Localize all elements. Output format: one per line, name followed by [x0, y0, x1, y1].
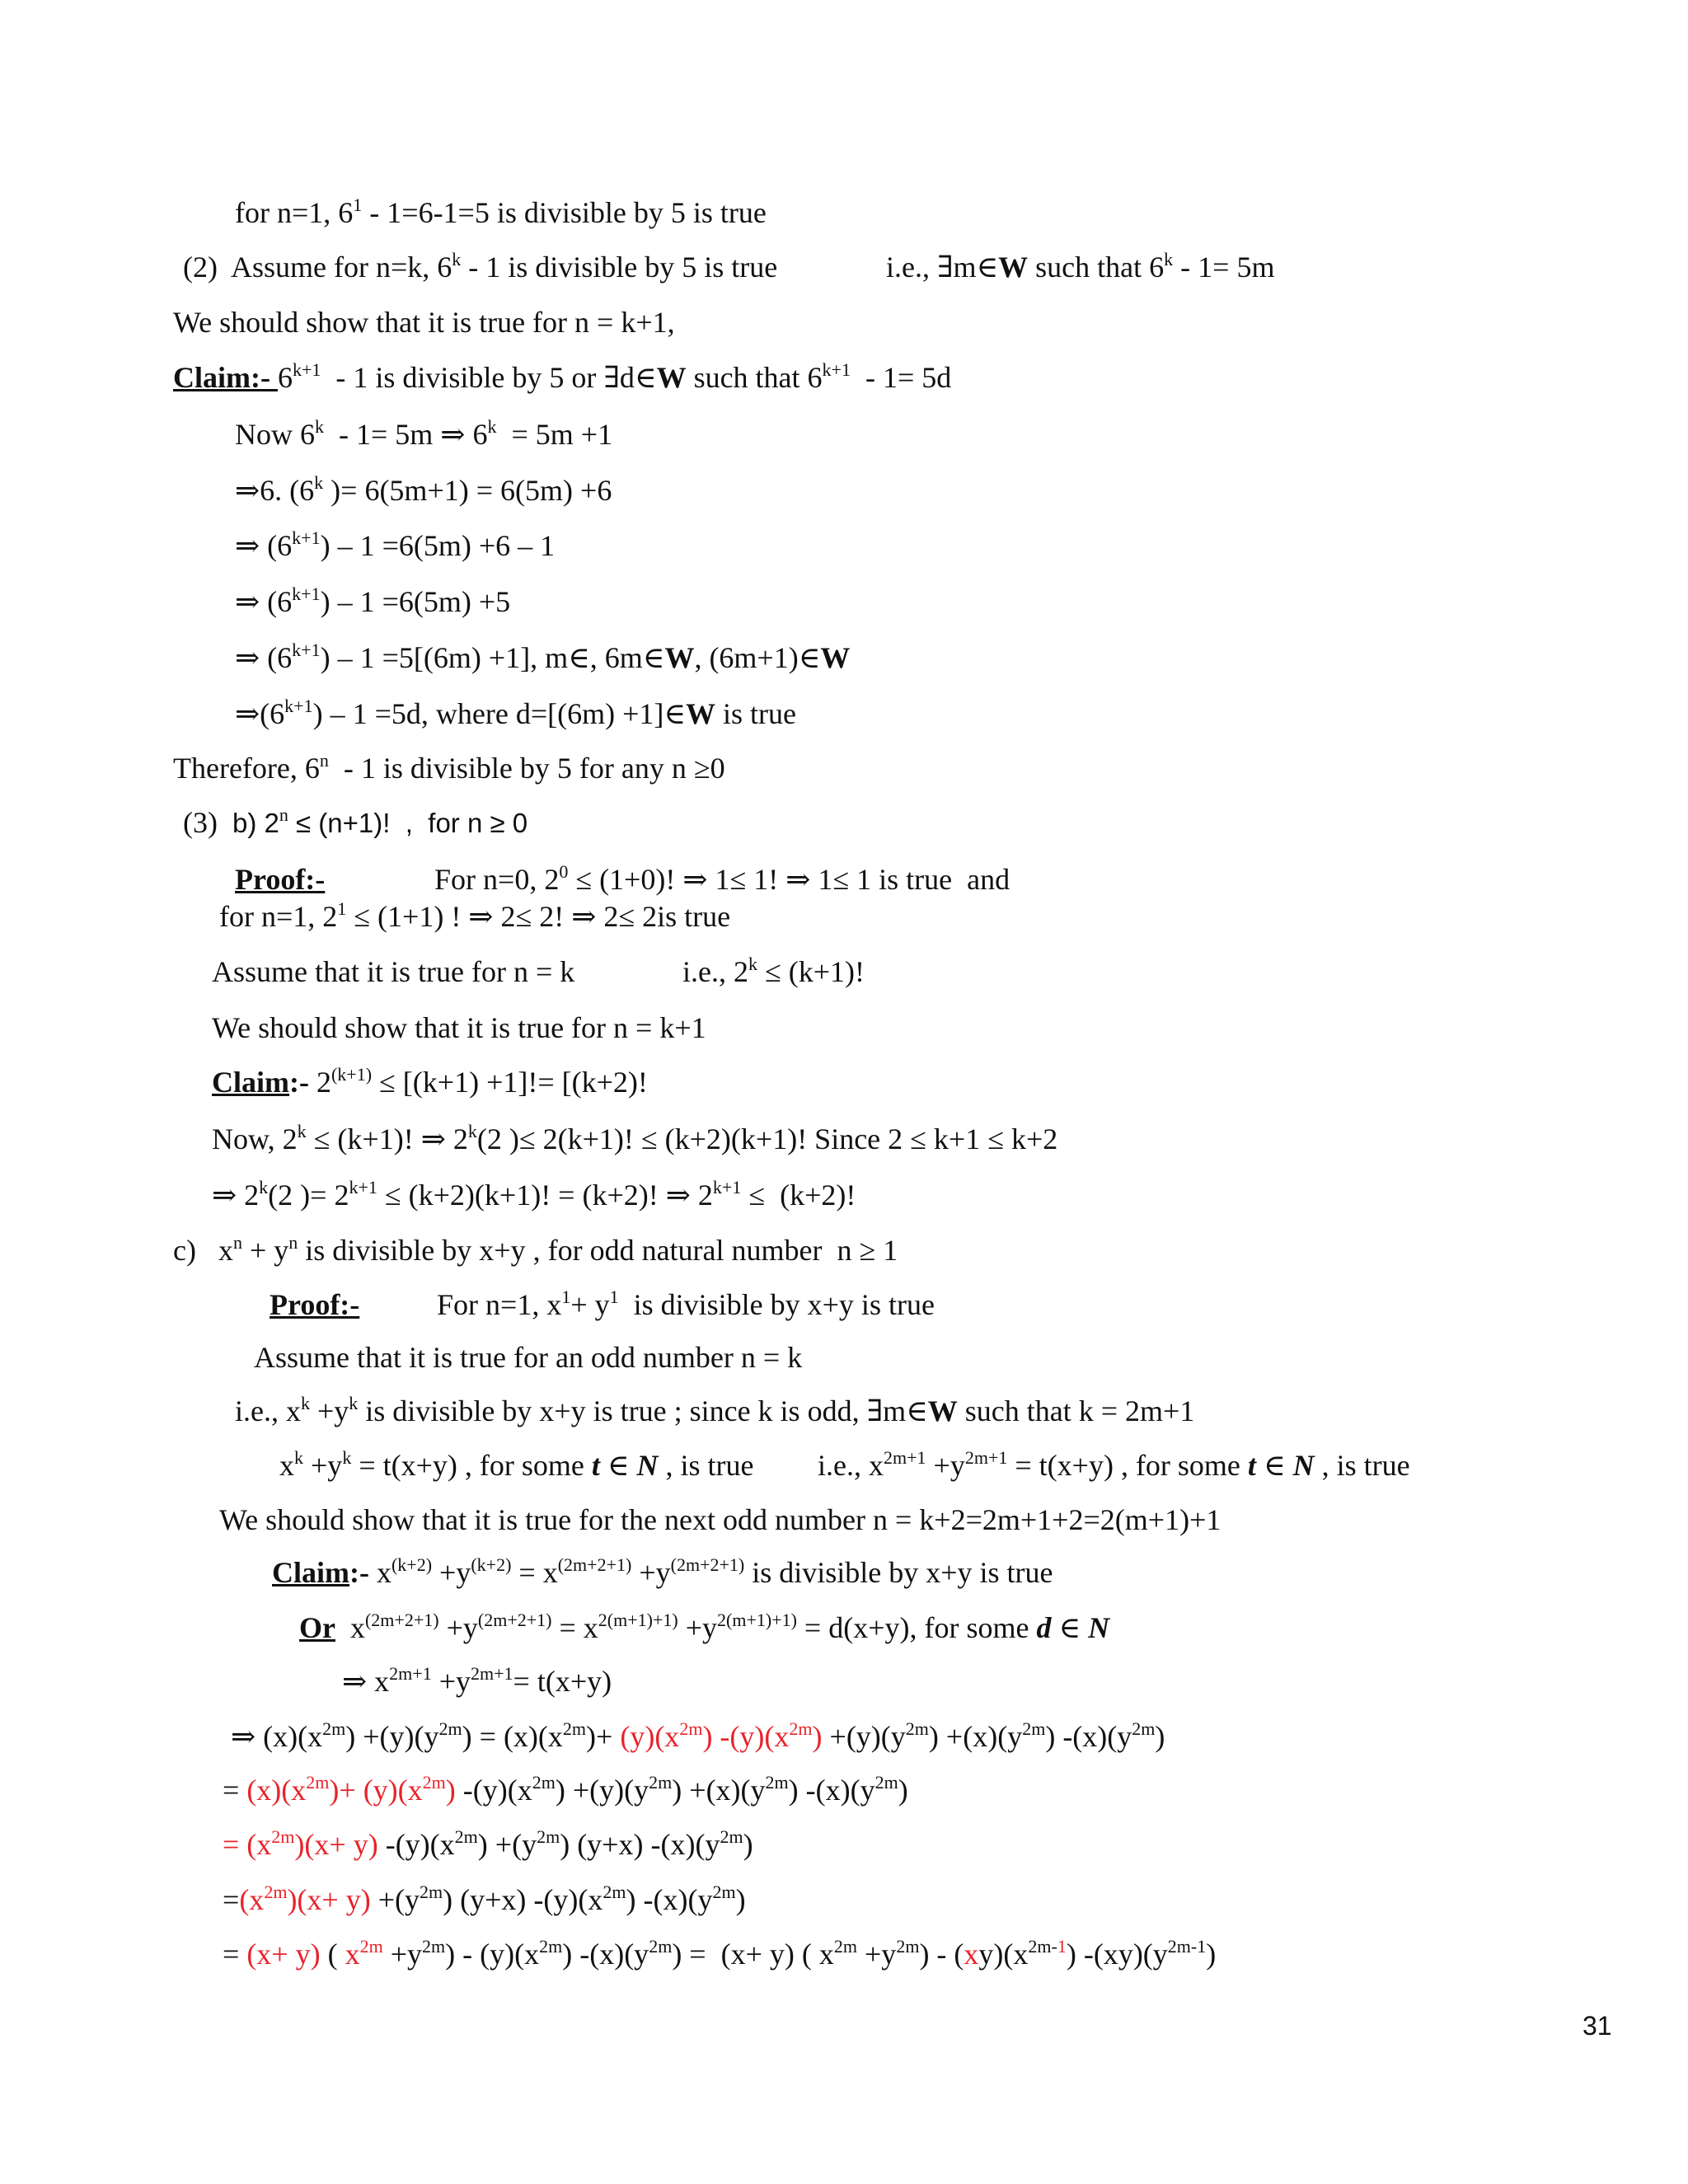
superscript: (2m+2+1)	[364, 1610, 439, 1630]
superscript: 2m	[420, 1882, 443, 1902]
text-run: )	[812, 1720, 823, 1753]
superscript: 2m+1	[471, 1663, 513, 1684]
superscript: 2m+1	[883, 1447, 926, 1468]
text-run: W	[656, 361, 687, 394]
text-run: ≤ (n+1)! , for n ≥ 0	[288, 808, 528, 838]
superscript: k	[294, 1447, 303, 1468]
text-run: :-	[289, 1066, 316, 1099]
text-run: , (6m+1)∈	[694, 641, 821, 674]
text-run: Claim:-	[173, 361, 278, 394]
text-run: W	[686, 697, 716, 730]
line-claim	[173, 359, 951, 396]
text-run: )	[788, 1774, 799, 1807]
text-run: c) x	[173, 1234, 233, 1267]
superscript: 2m	[306, 1772, 330, 1793]
text-run: )+ (y)(x	[329, 1774, 423, 1807]
text-run: =	[223, 1883, 240, 1916]
superscript: k	[349, 1393, 359, 1413]
text-run: ≤ (k+2)!	[741, 1179, 856, 1212]
line-step	[231, 1718, 1165, 1755]
text-run: ≤ (1+1) ! ⇒ 2≤ 2! ⇒ 2≤ 2is true	[346, 900, 731, 933]
text-run: )	[477, 1828, 495, 1861]
text-run: (x	[239, 1883, 265, 1916]
text-run: )	[1206, 1938, 1217, 1971]
text-run: is divisible by x+y is true	[618, 1288, 935, 1321]
text-run: ≤ (1+0)! ⇒ 1≤ 1! ⇒ 1≤ 1 is true and	[568, 863, 1010, 896]
text-run: W	[664, 641, 695, 674]
superscript: 2m	[422, 1772, 446, 1793]
superscript: 1	[1197, 1936, 1207, 1957]
text-run: ) -(x	[1066, 1938, 1118, 1971]
text-run: W	[820, 641, 851, 674]
text-run: For n=0, 2	[434, 863, 560, 896]
text-run: - 1 is divisible by 5 is true	[461, 251, 778, 284]
line-step	[235, 416, 612, 452]
text-run: ) = (x)(x	[462, 1720, 563, 1753]
text-run: ≤ (k+1)! ⇒ 2	[306, 1122, 468, 1155]
text-run: (2) Assume for n=k, 6	[183, 251, 452, 284]
text-run: ⇒ 2	[212, 1179, 260, 1212]
superscript: (k+2)	[471, 1554, 512, 1575]
line-step	[223, 1826, 753, 1863]
superscript: 2m	[905, 1718, 929, 1739]
text-run: for n=1, 2	[219, 900, 338, 933]
text-run: (2 )≤ 2(k+1)! ≤ (k+2)(k+1)! Since 2 ≤ k+1 ≤ k+2	[476, 1122, 1058, 1155]
text-run: +	[382, 1938, 408, 1971]
superscript: (k+2)	[391, 1554, 433, 1575]
superscript: n	[319, 750, 329, 771]
text-run: ≤ (k+2)(k+1)! = (k+2)! ⇒ 2	[377, 1179, 713, 1212]
text-run: ) (y+x)	[560, 1828, 644, 1861]
text-run: We should show that it is true for n = k+1,	[173, 306, 675, 339]
text-run: :-	[349, 1556, 377, 1589]
superscript: k+1	[712, 1177, 742, 1197]
line-claim	[272, 1554, 1053, 1591]
text-run: = x	[551, 1611, 598, 1644]
text-run: -(y)(x	[455, 1774, 532, 1807]
text-run: y)(x	[978, 1938, 1029, 1971]
superscript: 1	[353, 194, 363, 215]
text-run: ⇒ (6	[235, 529, 293, 562]
line-step	[342, 1663, 612, 1699]
superscript: k	[314, 472, 324, 493]
superscript: k+1	[292, 359, 321, 380]
line-step	[235, 583, 510, 620]
superscript: k	[315, 416, 324, 437]
text-run: ) – 1 =5[(6m) +1], m∈, 6m∈	[320, 641, 665, 674]
text-run: Claim	[212, 1066, 289, 1099]
superscript: k	[342, 1447, 352, 1468]
line-assumption-existence	[886, 249, 1274, 285]
superscript: 1	[561, 1286, 571, 1307]
line-assumption	[212, 954, 574, 990]
text-run: Or	[299, 1611, 335, 1644]
superscript: 2m	[679, 1718, 703, 1739]
superscript: k+1	[822, 359, 851, 380]
superscript: 2(m+1)+1)	[598, 1610, 678, 1630]
text-run: )	[743, 1828, 753, 1861]
text-run: i.e., x	[235, 1394, 301, 1427]
text-run: x	[964, 1938, 979, 1971]
text-run: such that 6	[1028, 251, 1165, 284]
text-run: x	[279, 1449, 294, 1482]
superscript: 2m	[720, 1826, 743, 1847]
text-run: t	[1247, 1449, 1256, 1482]
superscript: k	[259, 1177, 269, 1197]
text-run: = 5m +1	[496, 418, 613, 451]
text-run: = t(x+y) , for some	[1007, 1449, 1248, 1482]
text-run: +(y	[495, 1828, 537, 1861]
text-run: y	[407, 1938, 423, 1971]
superscript: (2m+2+1)	[557, 1554, 632, 1575]
text-run: )	[445, 1774, 456, 1807]
text-run: x	[376, 1556, 392, 1589]
line-step	[212, 1177, 856, 1213]
text-run: ) -(x)(y	[626, 1883, 713, 1916]
text-run: )	[1155, 1720, 1165, 1753]
text-run: ∈	[1051, 1611, 1089, 1644]
text-run: is divisible by x+y is true ; since k is odd, ∃m∈	[358, 1394, 928, 1427]
superscript: k+1	[349, 1177, 377, 1197]
text-run: +(y)(y	[822, 1720, 906, 1753]
text-run: )= 6(5m+1) = 6(5m) +6	[323, 474, 612, 507]
superscript: 1	[337, 898, 347, 919]
text-run: such that k = 2m+1	[957, 1394, 1195, 1427]
superscript: 2m	[532, 1772, 556, 1793]
text-run: +y	[431, 1665, 471, 1698]
superscript: k	[297, 1121, 307, 1141]
superscript: (k+1)	[331, 1064, 373, 1085]
line-step	[212, 1121, 1057, 1157]
superscript: 2m	[603, 1882, 626, 1902]
line-base-case	[434, 861, 1010, 898]
text-run: )	[735, 1883, 746, 1916]
text-run: i.e., ∃m∈	[886, 251, 999, 284]
line-assumption	[235, 1393, 1194, 1429]
text-run: ⇒(6	[235, 697, 285, 730]
text-run: Proof:-	[235, 863, 326, 896]
text-run: Therefore, 6	[173, 752, 320, 785]
superscript: (2m+2+1)	[670, 1554, 745, 1575]
line-assumption	[254, 1339, 802, 1376]
text-run: i.e., x	[818, 1449, 884, 1482]
text-run: ≤ [(k+1) +1]!= [(k+2)!	[372, 1066, 648, 1099]
superscript: 2m	[1022, 1718, 1046, 1739]
text-run: Claim	[272, 1556, 349, 1589]
text-run: ⇒ (6	[235, 585, 293, 618]
text-run: ∈	[599, 1449, 637, 1482]
text-run: )(x+ y)	[294, 1828, 378, 1861]
text-run: such that 6	[686, 361, 823, 394]
text-run: +y	[438, 1611, 478, 1644]
line-step	[223, 1882, 746, 1918]
line-problem-c	[173, 1232, 898, 1268]
text-run: )	[555, 1774, 573, 1807]
superscript: 0	[559, 861, 569, 882]
text-run: b) 2	[232, 808, 279, 838]
superscript: 2m-	[1167, 1936, 1198, 1957]
text-run: =	[223, 1774, 247, 1807]
superscript: 2m	[712, 1882, 736, 1902]
text-run: W	[998, 251, 1029, 284]
text-run: ⇒ x	[342, 1665, 390, 1698]
text-run: For n=1, x	[437, 1288, 562, 1321]
superscript: 2m	[264, 1882, 288, 1902]
text-run: )(x+ y)	[287, 1883, 371, 1916]
text-run: -(y)(x	[377, 1828, 455, 1861]
text-run: Now 6	[235, 418, 315, 451]
superscript: 2(m+1)+1)	[717, 1610, 797, 1630]
superscript: k	[487, 416, 497, 437]
text-run: + y	[241, 1234, 289, 1267]
text-run: )(y	[1132, 1938, 1168, 1971]
text-run: - 1= 5m ⇒ 6	[324, 418, 488, 451]
line-inductive-assumption	[183, 249, 777, 285]
line-step	[223, 1772, 908, 1808]
text-run: +(y)(y	[572, 1774, 649, 1807]
text-run: We should show that it is true for n = k+1	[212, 1011, 706, 1044]
text-run: +(y	[377, 1883, 420, 1916]
text-run: ) – 1 =6(5m) +5	[320, 585, 511, 618]
text-run: = t(x+y)	[513, 1665, 612, 1698]
superscript: k	[452, 249, 462, 269]
superscript: 1	[1057, 1936, 1067, 1957]
text-run: x	[345, 1938, 360, 1971]
text-run: (2 )= 2	[268, 1179, 349, 1212]
text-run: +(x)(y	[945, 1720, 1023, 1753]
text-run: - 1=6-1=5 is divisible by 5 is true	[362, 196, 767, 229]
text-run: is true	[715, 697, 797, 730]
superscript: 2m-	[1028, 1936, 1057, 1957]
line-claim-or	[299, 1610, 1109, 1646]
text-run: +y	[432, 1556, 471, 1589]
line-step	[235, 472, 612, 509]
text-run: i.e., 2	[682, 955, 748, 988]
text-run: - 1= 5m	[1173, 251, 1275, 284]
text-run: ) +(x)(y	[672, 1774, 766, 1807]
line-base-case	[219, 898, 730, 935]
line-proof-label	[235, 861, 325, 898]
text-run: ) - (	[919, 1938, 964, 1971]
superscript: k	[467, 1121, 477, 1141]
superscript: 2m+1	[389, 1663, 432, 1684]
text-run: , is true	[1314, 1449, 1410, 1482]
superscript: 2m	[649, 1772, 673, 1793]
superscript: 2m	[874, 1772, 898, 1793]
superscript: 2m	[896, 1936, 920, 1957]
text-run: is divisible by x+y is true	[744, 1556, 1053, 1589]
superscript: 2m	[454, 1826, 478, 1847]
text-run: x	[335, 1611, 365, 1644]
superscript: 2m+1	[964, 1447, 1008, 1468]
line-conclusion	[173, 750, 725, 786]
line-base-case	[235, 194, 767, 231]
text-run: - 1 is divisible by 5 or ∃d∈	[321, 361, 657, 394]
text-run: )+	[586, 1720, 621, 1753]
text-run: -(x)(y	[643, 1828, 720, 1861]
superscript: 2m	[359, 1936, 383, 1957]
text-run: =	[223, 1938, 247, 1971]
text-run: ) -(x)(y	[1045, 1720, 1132, 1753]
line-assumption	[818, 1447, 1410, 1483]
text-run: ) -(y)(x	[702, 1720, 790, 1753]
superscript: 2m	[1132, 1718, 1156, 1739]
superscript: 2m	[537, 1826, 560, 1847]
text-run: -(x)(y	[798, 1774, 875, 1807]
superscript: k	[1164, 249, 1174, 269]
text-run: ) - (y)(x	[445, 1938, 540, 1971]
superscript: 2m	[789, 1718, 813, 1739]
text-run: +y	[926, 1449, 965, 1482]
text-run: ⇒6. (6	[235, 474, 315, 507]
text-run: ∈	[1255, 1449, 1293, 1482]
text-run: y	[1118, 1938, 1133, 1971]
text-run: t	[591, 1449, 600, 1482]
text-run: (x)(x	[246, 1774, 307, 1807]
text-run: = (x	[223, 1828, 272, 1861]
text-run: is divisible by x+y , for odd natural number n ≥ 1	[298, 1234, 898, 1267]
superscript: k+1	[292, 527, 321, 548]
text-run: +y	[631, 1556, 671, 1589]
text-run: ) = (x+ y) ( x	[672, 1938, 834, 1971]
text-run: W	[927, 1394, 958, 1427]
text-run: ) -(x)(y	[562, 1938, 649, 1971]
text-run: -(y)(x	[526, 1883, 603, 1916]
text-run: ⇒ (6	[235, 641, 293, 674]
line-base-case	[437, 1286, 935, 1323]
superscript: 2m	[422, 1936, 446, 1957]
text-run: (3)	[183, 806, 232, 839]
line-show-next-odd	[219, 1502, 1221, 1538]
superscript: k+1	[292, 640, 321, 660]
text-run: +y	[857, 1938, 897, 1971]
line-problem-3b	[183, 804, 528, 841]
text-run: for n=1, 6	[235, 196, 354, 229]
text-run: ⇒ (x)(x	[231, 1720, 323, 1753]
line-claim	[212, 1064, 648, 1100]
text-run: - 1= 5d	[850, 361, 952, 394]
text-run: (x+ y)	[246, 1938, 321, 1971]
text-run: 2	[316, 1066, 331, 1099]
text-run: )	[928, 1720, 946, 1753]
superscript: 2m	[833, 1936, 857, 1957]
text-run: +y	[303, 1449, 343, 1482]
line-step	[235, 696, 796, 732]
line-show-k-plus-1	[173, 304, 675, 340]
text-run: = x	[511, 1556, 558, 1589]
superscript: 2m	[438, 1718, 462, 1739]
text-run	[371, 1883, 378, 1916]
superscript: 2m	[649, 1936, 673, 1957]
line-assumption	[682, 954, 865, 990]
text-run: , is true	[658, 1449, 754, 1482]
text-run: Assume that it is true for an odd number n = k	[254, 1341, 803, 1374]
superscript: n	[288, 1232, 298, 1253]
superscript: n	[232, 1232, 242, 1253]
line-proof-label	[270, 1286, 359, 1323]
text-run: = t(x+y) , for some	[351, 1449, 592, 1482]
text-run: Now, 2	[212, 1122, 298, 1155]
text-run: Assume that it is true for n = k	[212, 955, 575, 988]
superscript: 2m	[562, 1718, 587, 1739]
text-run: + y	[570, 1288, 610, 1321]
page-number: 31	[1582, 2011, 1612, 2041]
text-run: ) – 1 =6(5m) +6 – 1	[320, 529, 556, 562]
superscript: 2m	[765, 1772, 789, 1793]
superscript: 1	[609, 1286, 619, 1307]
text-run: N	[636, 1449, 659, 1482]
text-run: We should show that it is true for the next odd number n = k+2=2m+1+2=2(m+1)+1	[219, 1503, 1221, 1536]
line-step	[235, 640, 850, 676]
superscript: 2m	[322, 1718, 346, 1739]
text-run: N	[1088, 1611, 1110, 1644]
line-step	[235, 527, 555, 564]
text-run: d	[1036, 1611, 1052, 1644]
superscript: k	[748, 954, 757, 974]
text-run: 6	[277, 361, 293, 394]
superscript: (2m+2+1)	[477, 1610, 552, 1630]
superscript: 2m	[271, 1826, 295, 1847]
superscript: k+1	[292, 583, 321, 604]
text-run: +y	[678, 1611, 718, 1644]
line-step	[223, 1936, 1216, 1972]
text-run: ) (y+x)	[443, 1883, 527, 1916]
line-assumption	[279, 1447, 754, 1483]
superscript: k	[300, 1393, 310, 1413]
text-run: ) +(y)(y	[345, 1720, 439, 1753]
text-run: (	[320, 1938, 345, 1971]
text-run: ) – 1 =5d, where d=[(6m) +1]∈	[312, 697, 687, 730]
superscript: k+1	[284, 696, 313, 716]
text-run: = d(x+y), for some	[796, 1611, 1037, 1644]
text-run: )	[898, 1774, 908, 1807]
text-run: N	[1292, 1449, 1315, 1482]
text-run: +y	[309, 1394, 349, 1427]
text-run: - 1 is divisible by 5 for any n ≥0	[328, 752, 725, 785]
text-run: ≤ (k+1)!	[757, 955, 865, 988]
text-run: Proof:-	[270, 1288, 360, 1321]
superscript: 2m	[539, 1936, 563, 1957]
superscript: n	[279, 804, 288, 825]
text-run: (y)(x	[620, 1720, 680, 1753]
line-show-k-plus-1	[212, 1010, 706, 1046]
